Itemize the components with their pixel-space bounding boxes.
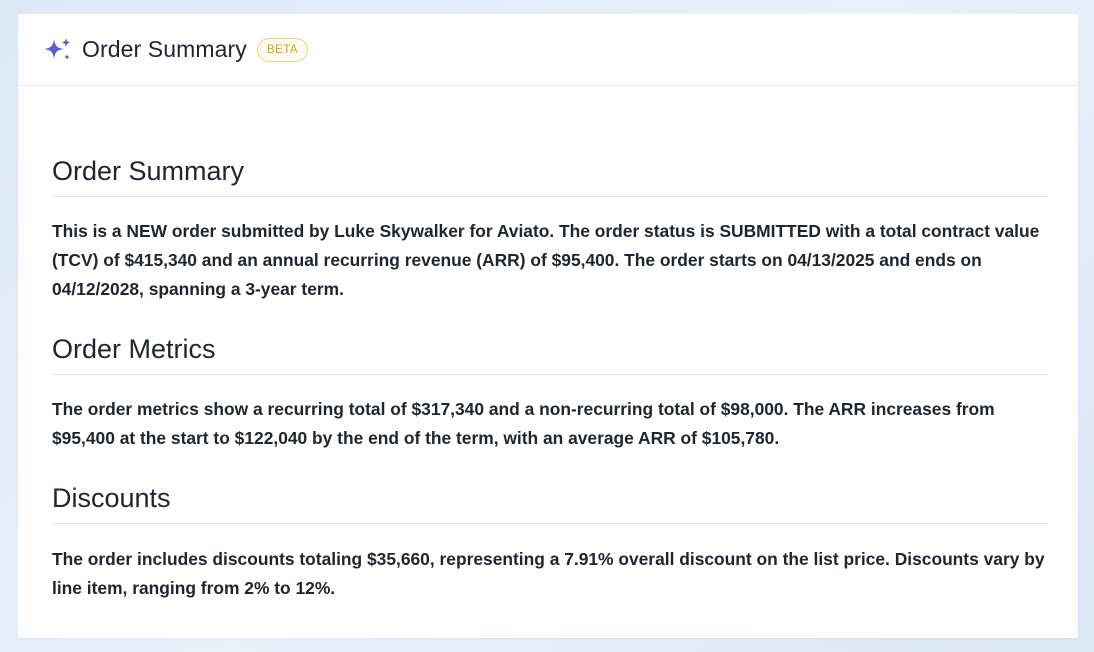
header-title: Order Summary — [82, 36, 247, 62]
section-title-discounts: Discounts — [52, 483, 1048, 524]
section-body-discounts: The order includes discounts totaling $35,660, representing a 7.91% overall discount on the list price. Discounts vary by line item, ranging from 2% to 12%. — [52, 549, 1045, 598]
order-summary-card — [18, 14, 1078, 638]
section-title-order-metrics: Order Metrics — [52, 334, 1048, 375]
sparkle-icon — [42, 36, 74, 64]
section-body-order-metrics: The order metrics show a recurring total of $317,340 and a non-recurring total of $98,000. The ARR increases from $95,400 at the start to $122,040 by the end of the term, with an average ARR of $105,780. — [52, 399, 995, 448]
beta-badge: BETA — [257, 38, 308, 62]
section-title-order-summary: Order Summary — [52, 156, 1048, 197]
section-body-order-summary: This is a NEW order submitted by Luke Skywalker for Aviato. The order status is SUBMITTED with a total contract value (TCV) of $415,340 and an annual recurring revenue (ARR) of $95,400. The order starts on 04/13/2025 and ends on 04/12/2028, spanning a 3-year term. — [52, 221, 1040, 299]
card-header — [18, 14, 1078, 86]
